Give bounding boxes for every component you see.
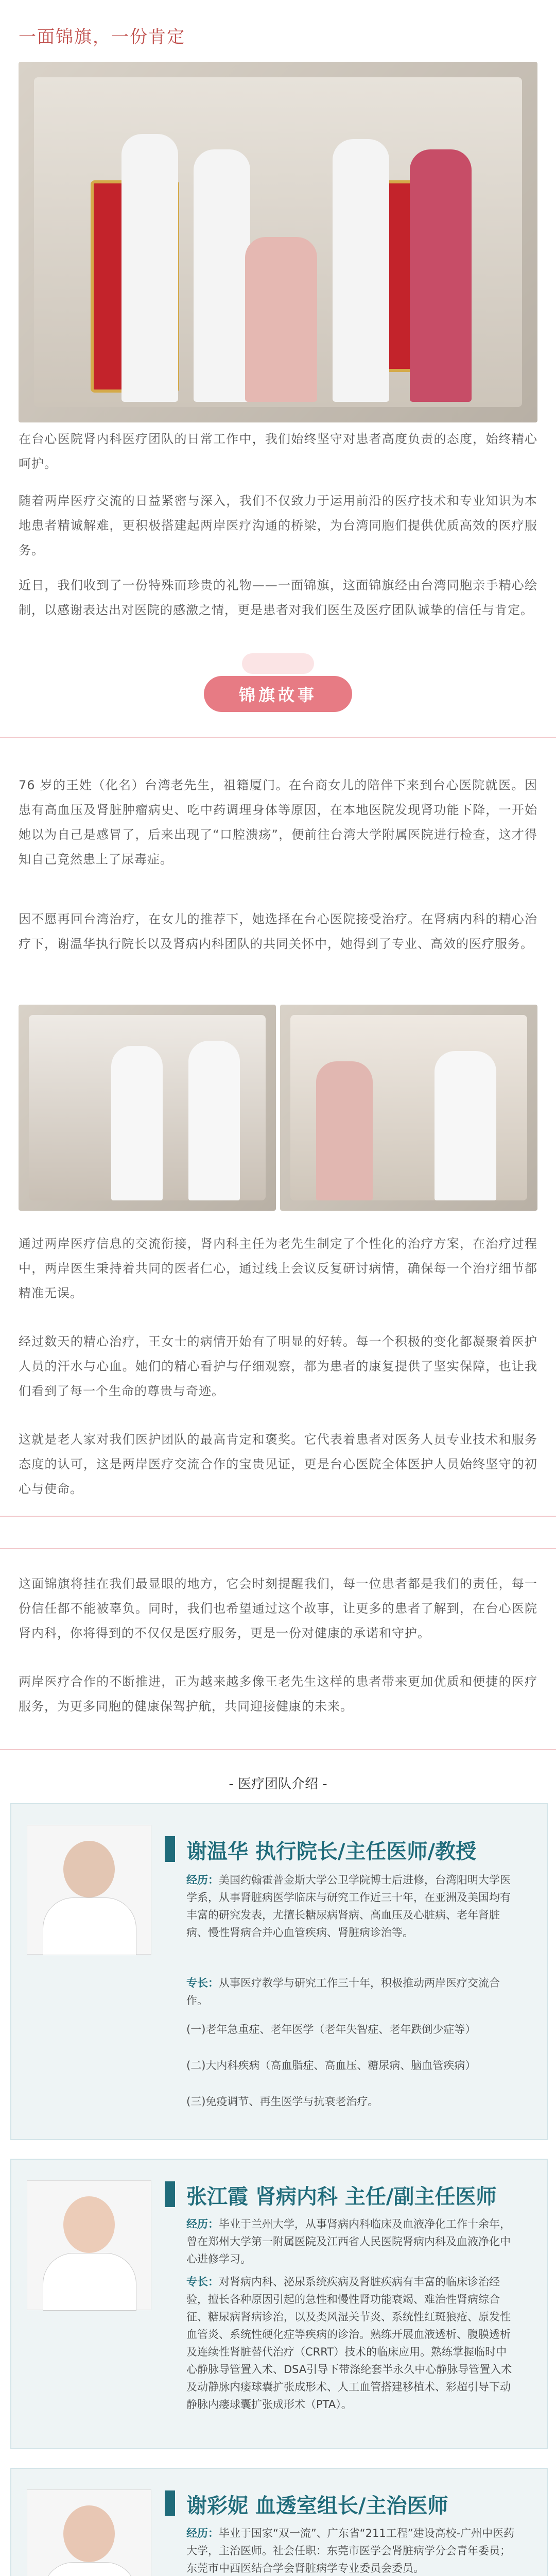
closing-paragraph-2: 两岸医疗合作的不断推进，正为越来越多像王老先生这样的患者带来更加优质和便捷的医疗服务，为更多同胞的健康保驾护航，共同迎接健康的未来。 bbox=[19, 1674, 537, 1714]
story-paragraph-5: 这就是老人家对我们医护团队的最高肯定和褒奖。它代表着患者对医务人员专业技术和服务态度的认可，这是两岸医疗交流合作的宝贵见证，更是台心医院全体医护人员始终坚守的初心与使命。 bbox=[19, 1432, 537, 1496]
doctor-experience: 经历：美国约翰霍普金斯大学公卫学院博士后进修，台湾阳明大学医学系，从事肾脏病医学临床与研究工作近三十年，在亚洲及美国均有丰富的研究发表，尤擅长糖尿病肾病、高血压及心脏病、老年肾脏病、慢性肾病合并心血管疾病、肾脏病诊治等。 bbox=[186, 1874, 511, 1939]
avatar bbox=[27, 2180, 151, 2310]
doctor-2 bbox=[194, 149, 250, 402]
doctor-item-2: (二)大内科疾病（高血脂症、高血压、糖尿病、脑血管疾病） bbox=[186, 2059, 476, 2072]
patient bbox=[245, 237, 317, 402]
intro-paragraph-2: 随着两岸医疗交流的日益紧密与深入，我们不仅致力于运用前沿的医疗技术和专业知识为本地患者精诚解难，更积极搭建起两岸医疗沟通的桥梁，为台湾同胞们提供优质高效的医疗服务。 bbox=[19, 494, 537, 557]
doctor-experience: 经历：毕业于国家“双一流”、广东省“211工程”建设高校-广州中医药大学，主治医师。社会任职：东莞市医学会肾脏病学分会青年委员；东莞市中西医结合学会肾脏病学专业委员会委员。 bbox=[186, 2527, 515, 2574]
doctor-card-3 bbox=[10, 2468, 548, 2576]
doctor-3 bbox=[333, 139, 389, 402]
closing-paragraph-1: 这面锦旗将挂在我们最显眼的地方，它会时刻提醒我们，每一位患者都是我们的责任，每一份信任都不能被辜负。同时，我们也希望通过这个故事，让更多的患者了解到，在台心医院肾内科，你将得到的不仅仅是医疗服务，更是一份对健康的承诺和守护。 bbox=[19, 1577, 537, 1640]
doctor-specialty: 专长：对肾病内科、泌尿系统疾病及肾脏疾病有丰富的临床诊治经验，擅长各种原因引起的急性和慢性肾功能衰竭、难治性肾病综合征、糖尿病肾病诊治，以及类风湿关节炎、系统性红斑狼疮、原发性血管炎、系统性硬化症等疾病的诊治。熟练开展血液透析、腹膜透析及连续性肾脏替代治疗（CRRT）技术的临床应用。熟练掌握临时中心静脉导管置入术、DSA引导下带涤纶套半永久中心静脉导管置入术及动静脉内瘘球囊扩张成形术、人工血管搭建移植术、彩超引导下动静脉内瘘球囊扩张成形术（PTA）。 bbox=[186, 2276, 512, 2411]
intro-paragraph-1: 在台心医院肾内科医疗团队的日常工作中，我们始终坚守对患者高度负责的态度，始终精心呵护。 bbox=[19, 432, 537, 471]
banner-photo bbox=[19, 62, 537, 422]
story-banner-title: 锦旗故事 bbox=[238, 685, 317, 705]
doctor-name: 谢温华 执行院长/主任医师/教授 bbox=[186, 1840, 477, 1863]
doctor-name: 谢彩妮 血透室组长/主治医师 bbox=[186, 2494, 448, 2518]
story-paragraph-3: 通过两岸医疗信息的交流衔接，肾内科主任为老先生制定了个性化的治疗方案，在治疗过程中，两岸医生秉持着共同的医者仁心，通过线上会议反复研讨病情，确保每一个治疗细节都精准无误。 bbox=[19, 1236, 537, 1300]
avatar bbox=[27, 2489, 151, 2576]
story-photo-left bbox=[19, 1005, 276, 1211]
closing-decor-line-2 bbox=[0, 1749, 556, 1750]
story-paragraph-2: 因不愿再回台湾治疗，在女儿的推荐下，她选择在台心医院接受治疗。在肾病内科的精心治疗下，谢温华执行院长以及肾病内科团队的共同关怀中，她得到了专业、高效的医疗服务。 bbox=[19, 912, 537, 951]
family-member bbox=[410, 149, 472, 402]
story-paragraph-4: 经过数天的精心治疗，王女士的病情开始有了明显的好转。每一个积极的变化都凝聚着医护人员的汗水与心血。她们的精心看护与仔细观察，都为患者的康复提供了坚实保障，也让我们看到了每一个生命的尊贵与奇迹。 bbox=[19, 1334, 537, 1398]
intro-paragraph-3: 近日，我们收到了一份特殊而珍贵的礼物——一面锦旗，这面锦旗经由台湾同胞亲手精心绘制，以感谢表达出对医院的感激之情，更是患者对我们医生及医疗团队诚挚的信任与肯定。 bbox=[19, 578, 537, 617]
avatar bbox=[27, 1825, 151, 1955]
story-paragraph-1: 76 岁的王姓（化名）台湾老先生，祖籍厦门。在台商女儿的陪伴下来到台心医院就医。因患有高血压及肾脏肿瘤病史、吃中药调理身体等原因，在本地医院发现肾功能下降，一开始她以为自己是感冒了，后来出现了“口腔溃疡”，便前往台湾大学附属医院进行检查，这才得知自己竟然患上了尿毒症。 bbox=[19, 778, 537, 867]
closing-decor-line bbox=[0, 1548, 556, 1549]
doctor-1 bbox=[121, 134, 178, 402]
doctor-card-2 bbox=[10, 2159, 548, 2449]
doctor-item-3: (三)免疫调节、再生医学与抗衰老治疗。 bbox=[186, 2095, 379, 2108]
doctor-item-1: (一)老年急重症、老年医学（老年失智症、老年跌倒少症等） bbox=[186, 2023, 476, 2036]
intro-title: 一面锦旗，一份肯定 bbox=[19, 27, 185, 47]
team-heading: - 医疗团队介绍 - bbox=[229, 1776, 327, 1792]
doctor-specialty: 专长：从事医疗教学与研究工作三十年，积极推动两岸医疗交流合作。 bbox=[186, 1977, 500, 2007]
doctor-name: 张江霞 肾病内科 主任/副主任医师 bbox=[186, 2185, 497, 2209]
doctor-card-1 bbox=[10, 1803, 548, 2140]
doctor-experience: 经历：毕业于兰州大学，从事肾病内科临床及血液净化工作十余年，曾在郑州大学第一附属医院及江西省人民医院肾病内科及血液净化中心进修学习。 bbox=[186, 2218, 511, 2265]
story-banner-decor bbox=[242, 653, 314, 674]
story-photo-right bbox=[280, 1005, 537, 1211]
